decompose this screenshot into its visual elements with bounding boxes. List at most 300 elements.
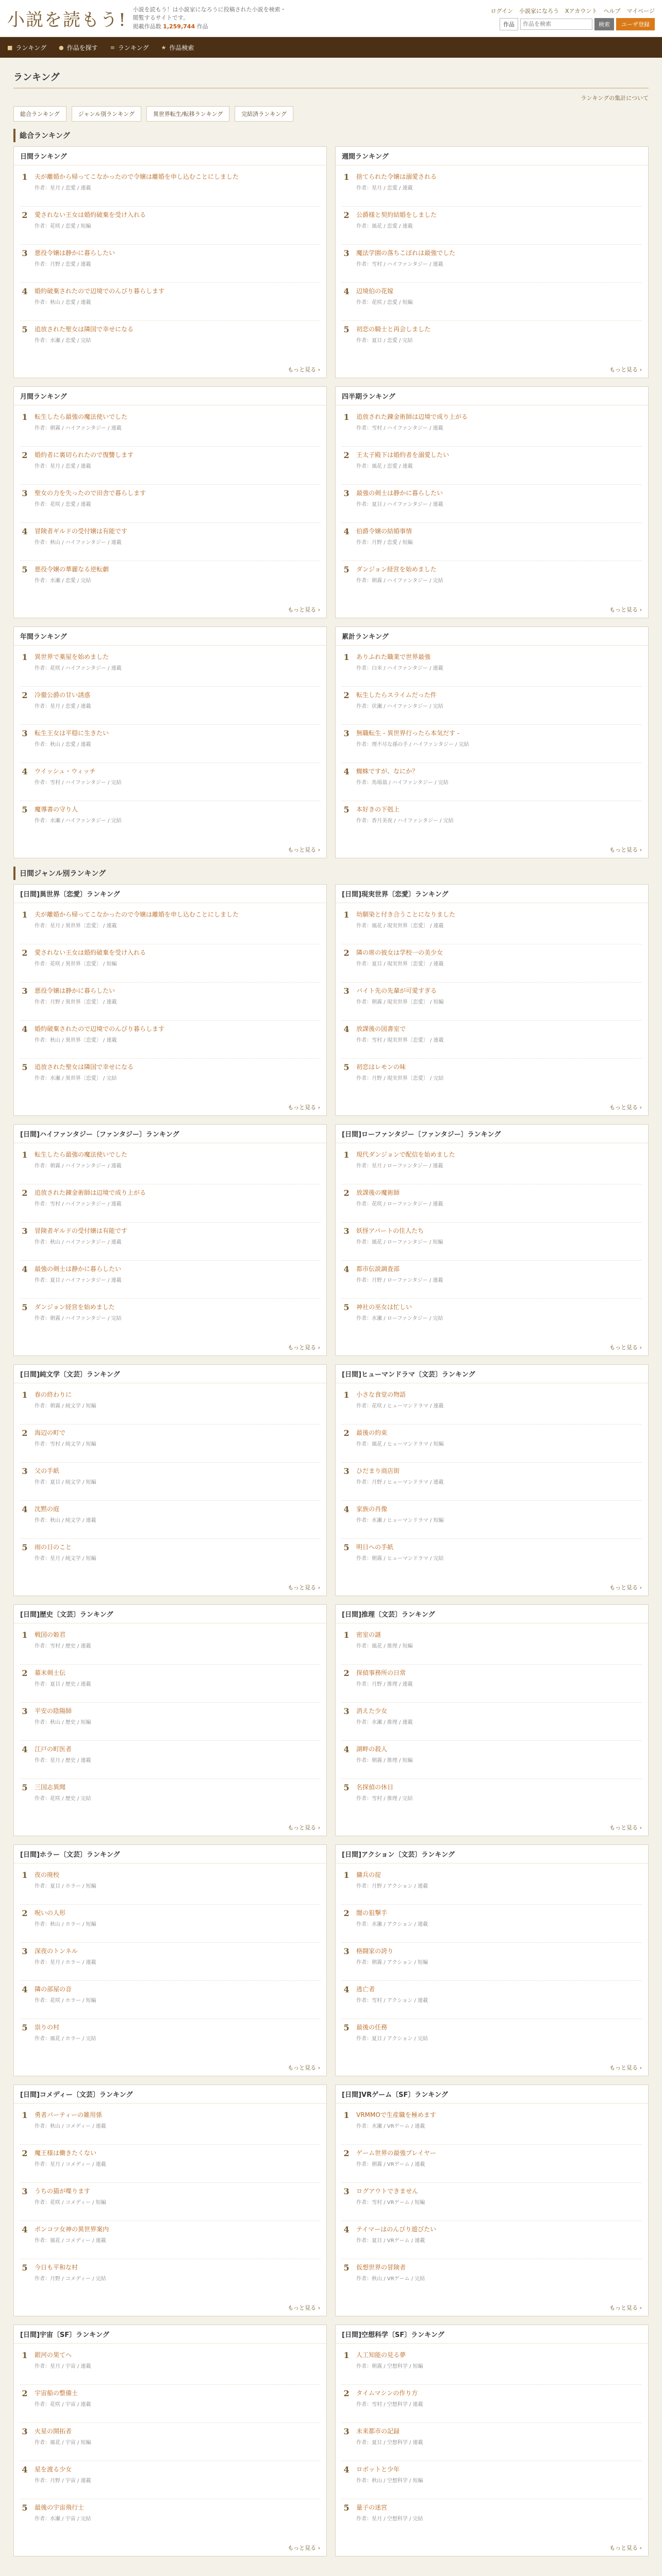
work-title-link[interactable]: VRMMOで生産職を極めます [356, 2111, 436, 2119]
work-title-link[interactable]: 名探偵の休日 [356, 1784, 394, 1791]
work-title-link[interactable]: 愛されない王女は婚約破棄を受け入れる [35, 211, 146, 218]
work-title-link[interactable]: ありふれた職業で世界最強 [356, 653, 431, 660]
work-author[interactable]: 作者：風花 [356, 1442, 382, 1447]
rank-number: 1 [343, 1870, 350, 1880]
work-title-link[interactable]: 辺境伯の花嫁 [356, 287, 394, 295]
more-link[interactable]: もっと見る › [609, 1824, 642, 1831]
work-title-link[interactable]: 雨の日のこと [35, 1544, 72, 1551]
work-author[interactable]: 作者：夏目 [35, 1278, 60, 1283]
work-author[interactable]: 作者：花咲 [35, 2200, 60, 2206]
work-genre: 空想科学 [387, 2516, 408, 2522]
rank-number: 1 [22, 652, 28, 662]
nav-item[interactable] [59, 43, 98, 52]
work-title-link[interactable]: 仮想世界の冒険者 [356, 2264, 406, 2271]
work-title-link[interactable]: 今日も平和な村 [35, 2264, 78, 2271]
work-author[interactable]: 作者：月野 [356, 1884, 382, 1889]
work-title-link[interactable]: 量子の迷宮 [356, 2504, 388, 2511]
meta-separator: / [101, 923, 107, 929]
more-link[interactable]: もっと見る › [288, 1824, 320, 1831]
work-title-link[interactable]: 婚約者に裏切られたので復讐します [35, 451, 134, 459]
header-link[interactable]: ログイン [490, 7, 513, 14]
work-title-link[interactable]: 魔王様は働きたくない [35, 2149, 97, 2157]
work-author[interactable]: 作者：花咲 [35, 666, 60, 671]
meta-separator: / [409, 2276, 415, 2282]
work-title-link[interactable]: 銀河の果てへ [35, 2351, 72, 2359]
rank-number: 3 [343, 248, 350, 258]
work-status: 連載 [417, 1998, 428, 2004]
work-title-link[interactable]: 本好きの下剋上 [356, 806, 400, 813]
work-author[interactable]: 作者：花咲 [356, 1403, 382, 1409]
work-author[interactable]: 作者：星月 [35, 2162, 60, 2167]
work-status: 短編 [86, 1442, 96, 1447]
work-author[interactable]: 作者：夏目 [35, 1884, 60, 1889]
work-author[interactable]: 作者：朝霧 [35, 1403, 60, 1409]
meta-separator: / [428, 1038, 434, 1043]
meta-separator: / [80, 1556, 86, 1562]
work-author[interactable]: 作者：朝霧 [356, 1758, 382, 1764]
ranking-tab[interactable]: ジャンル別ランキング [72, 106, 141, 122]
work-title-link[interactable]: 闇の狙撃手 [356, 1909, 388, 1917]
search-input[interactable] [520, 19, 592, 30]
ranking-item [20, 447, 320, 485]
work-title-link[interactable]: ダンジョン経営を始めました [35, 1303, 115, 1311]
work-author[interactable]: 作者：風花 [35, 2238, 60, 2244]
header-link[interactable]: マイページ [626, 7, 655, 14]
more-link[interactable]: もっと見る › [609, 2064, 642, 2071]
work-author[interactable]: 作者：雪村 [35, 1201, 60, 1207]
work-author[interactable]: 作者：水瀬 [35, 338, 60, 344]
more-link[interactable]: もっと見る › [609, 1344, 642, 1351]
work-title-link[interactable]: 宇宙船の整備士 [35, 2389, 78, 2397]
work-title-link[interactable]: 最強の剣士は静かに暮らしたい [35, 1265, 122, 1273]
work-status: 完結 [106, 1076, 117, 1081]
more-link[interactable]: もっと見る › [288, 846, 320, 853]
more-link[interactable]: もっと見る › [288, 366, 320, 373]
work-author[interactable]: 作者：雪村 [356, 2402, 382, 2408]
rank-number: 4 [343, 527, 350, 536]
meta-separator: / [106, 1163, 111, 1169]
rank-number: 3 [22, 728, 28, 738]
work-author[interactable]: 作者：花咲 [356, 1201, 382, 1207]
ranking-item [342, 801, 642, 839]
work-author[interactable]: 作者：朝霧 [356, 1556, 382, 1562]
work-title-link[interactable]: 追放された錬金術師は辺境で成り上がる [356, 413, 468, 420]
work-title-link[interactable]: 捨てられた令嬢は溺愛される [356, 173, 437, 180]
work-title-link[interactable]: 未来都市の記録 [356, 2428, 400, 2435]
work-author[interactable]: 作者：花咲 [35, 502, 60, 507]
meta-separator: / [407, 2402, 413, 2408]
work-author[interactable]: 作者：花咲 [35, 961, 60, 967]
work-author[interactable]: 作者：夏目 [35, 1480, 60, 1485]
work-title-link[interactable]: 悪役令嬢は静かに暮らしたい [35, 987, 115, 994]
work-title-link[interactable]: 異世界で薬屋を始めました [35, 653, 109, 660]
work-title-link[interactable]: ポンコツ女神の異世界案内 [35, 2226, 109, 2233]
meta-separator: / [60, 1682, 65, 1687]
work-title-link[interactable]: 愛されない王女は婚約破棄を受け入れる [35, 949, 146, 956]
work-author[interactable]: 作者：風花 [356, 224, 382, 229]
work-author[interactable]: 作者：星月 [35, 1556, 60, 1562]
header-link[interactable]: 小説家になろう [519, 7, 559, 14]
work-author[interactable]: 作者：月野 [356, 1480, 382, 1485]
work-status: 短編 [86, 1884, 96, 1889]
work-title-link[interactable]: 放課後の図書室で [356, 1025, 406, 1032]
work-author[interactable]: 作者：秋山 [35, 2124, 60, 2129]
work-author[interactable]: 作者：朝霧 [35, 1316, 60, 1321]
work-author[interactable]: 作者：秋山 [35, 540, 60, 546]
more-link[interactable]: もっと見る › [609, 366, 642, 373]
work-title-link[interactable]: 父の手紙 [35, 1467, 60, 1475]
more-link[interactable]: もっと見る › [288, 1584, 320, 1591]
work-author[interactable]: 作者：水瀬 [356, 1518, 382, 1523]
work-author[interactable]: 作者：雪村 [356, 1796, 382, 1802]
work-author[interactable]: 作者：秋山 [35, 300, 60, 306]
work-author[interactable]: 作者：秋山 [35, 1720, 60, 1725]
work-title-link[interactable]: 蜘蛛ですが、なにか？ [356, 768, 419, 775]
work-author[interactable]: 作者：花咲 [356, 300, 382, 306]
meta-separator: / [397, 185, 403, 191]
work-title-link[interactable]: 無職転生 - 異世界行ったら本気だす - [356, 730, 460, 737]
rank-number: 5 [343, 2503, 350, 2513]
work-title-link[interactable]: 伯爵令嬢の結婚事情 [356, 528, 412, 535]
meta-separator: / [101, 999, 107, 1005]
work-author[interactable]: 作者：風花 [356, 1240, 382, 1245]
work-title-link[interactable]: 婚約破棄されたので辺境でのんびり暮らします [35, 287, 165, 295]
more-link[interactable]: もっと見る › [609, 2545, 642, 2551]
header-link[interactable]: Xアカウント [565, 7, 598, 14]
work-author[interactable]: 作者：月野 [356, 540, 382, 546]
meta-separator: / [90, 2200, 96, 2206]
work-title-link[interactable]: 放課後の魔術師 [356, 1189, 400, 1196]
work-title-link[interactable]: 追放された聖女は隣国で幸せになる [35, 1063, 134, 1071]
work-title-link[interactable]: 消えた少女 [356, 1707, 388, 1715]
nav-item[interactable] [7, 43, 46, 52]
search-button[interactable]: 検索 [594, 18, 614, 30]
work-author[interactable]: 作者：風花 [35, 2036, 60, 2042]
meta-separator: / [106, 780, 111, 786]
work-title-link[interactable]: 深夜のトンネル [35, 1947, 78, 1955]
rank-number: 2 [343, 1188, 350, 1198]
work-author[interactable]: 作者：風花 [356, 464, 382, 469]
meta-separator: / [382, 2238, 387, 2244]
header-link[interactable]: ヘルプ [603, 7, 621, 14]
work-title-link[interactable]: 冒険者ギルドの受付嬢は有能です [35, 528, 127, 535]
work-author[interactable]: 作者：花咲 [35, 1796, 60, 1802]
work-title-link[interactable]: 都市伝説調査部 [356, 1265, 400, 1273]
work-author[interactable]: 作者：花咲 [35, 224, 60, 229]
work-author[interactable]: 作者：香月美夜 [356, 818, 392, 824]
work-title-link[interactable]: ウイッシュ・ウィッチ [35, 768, 96, 775]
work-title-link[interactable]: ログアウトできません [356, 2188, 419, 2195]
work-author[interactable]: 作者：花咲 [35, 1998, 60, 2004]
work-genre: ローファンタジー [387, 1278, 428, 1283]
work-genre: 推理 [387, 1758, 398, 1764]
work-author[interactable]: 作者：月野 [35, 2276, 60, 2282]
work-author[interactable]: 作者：雪村 [35, 1442, 60, 1447]
ranking-item-body [356, 2503, 642, 2534]
work-author[interactable]: 作者：月野 [356, 1076, 382, 1081]
work-title-link[interactable]: バイト先の先輩が可愛すぎる [356, 987, 437, 994]
work-title-link[interactable]: 湖畔の殺人 [356, 1745, 388, 1753]
rank-number: 5 [343, 1543, 350, 1552]
ranking-item-body [356, 1150, 642, 1180]
work-title-link[interactable]: 隣の部屋の音 [35, 1986, 72, 1993]
work-title-link[interactable]: ダンジョン経営を始めました [356, 566, 437, 573]
work-author[interactable]: 作者：星月 [356, 2516, 382, 2522]
rank-number: 5 [343, 1302, 350, 1312]
work-author[interactable]: 作者：秋山 [356, 2276, 382, 2282]
ranking-item-body [35, 450, 320, 481]
work-author[interactable]: 作者：花咲 [35, 2402, 60, 2408]
work-title-link[interactable]: 神社の巫女は忙しい [356, 1303, 412, 1311]
work-author[interactable]: 作者：夏目 [356, 961, 382, 967]
ranking-item-body [356, 1630, 642, 1660]
rank-number: 2 [22, 1668, 28, 1678]
work-author[interactable]: 作者：月野 [356, 1682, 382, 1687]
work-author[interactable]: 作者：星月 [35, 1960, 60, 1965]
work-author[interactable]: 作者：星月 [356, 185, 382, 191]
more-link[interactable]: もっと見る › [609, 1584, 642, 1591]
work-author[interactable]: 作者：風花 [356, 1643, 382, 1649]
work-author[interactable]: 作者：月野 [35, 999, 60, 1005]
work-title-link[interactable]: ひだまり商店街 [356, 1467, 400, 1475]
work-title-link[interactable]: 悪役令嬢の華麗なる逆転劇 [35, 566, 109, 573]
work-title-link[interactable]: 沈黙の庭 [35, 1505, 60, 1513]
more-link[interactable]: もっと見る › [609, 846, 642, 853]
work-title-link[interactable]: 魔導書の守り人 [35, 806, 78, 813]
ranking-info-link[interactable]: ランキングの集計について [581, 95, 649, 101]
work-title-link[interactable]: 追放された錬金術師は辺境で成り上がる [35, 1189, 146, 1196]
work-author[interactable]: 作者：水瀬 [35, 2516, 60, 2522]
work-title-link[interactable]: 江戸の町医者 [35, 1745, 72, 1753]
ranking-item-body [356, 1783, 642, 1814]
more-link[interactable]: もっと見る › [609, 2304, 642, 2311]
work-title-link[interactable]: 魔法学園の落ちこぼれは最強でした [356, 249, 456, 257]
more-link[interactable]: もっと見る › [609, 1104, 642, 1111]
work-title-link[interactable]: 最後の約束 [356, 1429, 388, 1436]
meta-separator: / [106, 666, 111, 671]
work-author[interactable]: 作者：水瀬 [356, 1316, 382, 1321]
work-title-link[interactable]: 夫が離婚から帰ってこなかったので令嬢は離婚を申し込むことにしました [35, 911, 239, 918]
work-author[interactable]: 作者：雪村 [356, 262, 382, 267]
work-title-link[interactable]: 幕末剣士伝 [35, 1669, 66, 1676]
work-author[interactable]: 作者：月野 [35, 262, 60, 267]
work-title-link[interactable]: 隣の席の彼女は学校一の美少女 [356, 949, 443, 956]
work-author[interactable]: 作者：夏目 [356, 2238, 382, 2244]
work-author[interactable]: 作者：雪村 [356, 1038, 382, 1043]
work-author[interactable]: 作者：夏目 [356, 338, 382, 344]
work-title-link[interactable]: ロボットと少年 [356, 2466, 400, 2473]
work-author[interactable]: 作者：雪村 [35, 780, 60, 786]
work-author[interactable]: 作者：雪村 [356, 2200, 382, 2206]
work-title-link[interactable]: 明日への手紙 [356, 1544, 394, 1551]
work-author[interactable]: 作者：夏目 [356, 502, 382, 507]
work-title-link[interactable]: 逃亡者 [356, 1986, 375, 1993]
work-title-link[interactable]: 現代ダンジョンで配信を始めました [356, 1151, 455, 1158]
meta-separator: / [397, 464, 403, 469]
more-link[interactable]: もっと見る › [288, 1344, 320, 1351]
work-author[interactable]: 作者：朝霧 [35, 1163, 60, 1169]
work-title-link[interactable]: 傭兵の掟 [356, 1871, 382, 1878]
work-author[interactable]: 作者：星月 [35, 704, 60, 709]
more-link[interactable]: もっと見る › [288, 1104, 320, 1111]
work-author[interactable]: 作者：雪村 [35, 1643, 60, 1649]
work-status: 完結 [111, 1316, 122, 1321]
work-title-link[interactable]: 三国志異聞 [35, 1784, 66, 1791]
more-link[interactable]: もっと見る › [609, 606, 642, 613]
work-genre: コメディー [65, 2276, 91, 2282]
ranking-tab[interactable]: 総合ランキング [13, 106, 67, 122]
rank-number: 4 [343, 1264, 350, 1274]
work-title-link[interactable]: 聖女の力を失ったので田舎で暮らします [35, 489, 146, 497]
work-title-link[interactable]: 人工知能の見る夢 [356, 2351, 406, 2359]
work-title-link[interactable]: 妖怪アパートの住人たち [356, 1227, 424, 1234]
ranking-item-body [356, 2023, 642, 2054]
work-status: 連載 [412, 2440, 423, 2446]
work-author[interactable]: 作者：朝霧 [35, 426, 60, 431]
work-meta [356, 2438, 642, 2446]
work-author[interactable]: 作者：秋山 [35, 742, 60, 748]
work-title-link[interactable]: 海辺の町で [35, 1429, 66, 1436]
work-title-link[interactable]: 小さな食堂の物語 [356, 1391, 406, 1398]
meta-separator: / [75, 262, 81, 267]
work-title-link[interactable]: 転生王女は平穏に生きたい [35, 730, 109, 737]
ranking-tab[interactable]: 完結済ランキング [235, 106, 293, 122]
more-link[interactable]: もっと見る › [288, 2545, 320, 2551]
work-author[interactable]: 作者：雪村 [356, 1998, 382, 2004]
work-title-link[interactable]: 最後の宇宙飛行士 [35, 2504, 85, 2511]
work-author[interactable]: 作者：星月 [35, 464, 60, 469]
work-title-link[interactable]: 夜の廃校 [35, 1871, 60, 1878]
work-author[interactable]: 作者：月野 [35, 2478, 60, 2484]
work-title-link[interactable]: 星を渡る少女 [35, 2466, 72, 2473]
work-author[interactable]: 作者：朝霧 [356, 2364, 382, 2369]
work-title-link[interactable]: 勇者パーティーの雑用係 [35, 2111, 103, 2119]
work-title-link[interactable]: 平安の陰陽師 [35, 1707, 72, 1715]
work-author[interactable]: 作者：水瀬 [35, 1076, 60, 1081]
work-meta [356, 1401, 642, 1409]
work-title-link[interactable]: 公爵様と契約結婚をしました [356, 211, 437, 218]
work-author[interactable]: 作者：白米 [356, 666, 382, 671]
work-title-link[interactable]: タイムマシンの作り方 [356, 2389, 418, 2397]
work-author[interactable]: 作者：理不尽な孫の手 [356, 742, 408, 748]
work-title-link[interactable]: 春の終わりに [35, 1391, 72, 1398]
work-title-link[interactable]: 家族の肖像 [356, 1505, 388, 1513]
more-link[interactable]: もっと見る › [288, 606, 320, 613]
work-title-link[interactable]: 婚約破棄されたので辺境でのんびり暮らします [35, 1025, 165, 1032]
work-title-link[interactable]: 戦国の姫君 [35, 1631, 66, 1638]
rank-number: 3 [343, 2187, 350, 2196]
ranking-item-body [356, 1226, 642, 1257]
work-author[interactable]: 作者：風花 [35, 2440, 60, 2446]
work-author[interactable]: 作者：朝霧 [356, 2162, 382, 2167]
search-category-select[interactable]: 作品 [500, 18, 518, 30]
work-author[interactable]: 作者：水瀬 [356, 1720, 382, 1725]
work-title-link[interactable]: 転生したら最強の魔法使いでした [35, 1151, 128, 1158]
work-title-link[interactable]: 幼馴染と付き合うことになりました [356, 911, 456, 918]
nav-item[interactable] [161, 43, 194, 52]
work-title-link[interactable]: 転生したらスライムだった件 [356, 691, 437, 699]
work-author[interactable]: 作者：星月 [35, 185, 60, 191]
site-logo[interactable]: 小説を読もう! [7, 10, 127, 30]
work-author[interactable]: 作者：朝霧 [356, 1960, 382, 1965]
work-author[interactable]: 作者：馬場翁 [356, 780, 387, 786]
work-title-link[interactable]: 密室の謎 [356, 1631, 382, 1638]
work-author[interactable]: 作者：月野 [356, 1278, 382, 1283]
rank-number: 4 [22, 1504, 28, 1514]
ranking-tab[interactable]: 異世界転生/転移ランキング [146, 106, 229, 122]
work-author[interactable]: 作者：夏目 [356, 2440, 382, 2446]
work-author[interactable]: 作者：秋山 [35, 1240, 60, 1245]
work-author[interactable]: 作者：伏瀬 [356, 704, 382, 709]
work-author[interactable]: 作者：夏目 [35, 1682, 60, 1687]
work-author[interactable]: 作者：水瀬 [356, 1922, 382, 1927]
work-author[interactable]: 作者：朝霧 [356, 578, 382, 584]
work-status: 完結 [80, 2516, 91, 2522]
work-author[interactable]: 作者：星月 [35, 2364, 60, 2369]
work-title-link[interactable]: 格闘家の誇り [356, 1947, 394, 1955]
work-title-link[interactable]: 冒険者ギルドの受付嬢は有能です [35, 1227, 127, 1234]
work-title-link[interactable]: 火星の開拓者 [35, 2428, 72, 2435]
nav-item[interactable] [110, 43, 149, 52]
work-author[interactable]: 作者：水瀬 [35, 578, 60, 584]
work-title-link[interactable]: 呪いの人形 [35, 1909, 66, 1917]
meta-separator: / [427, 1201, 433, 1207]
work-title-link[interactable]: ゲーム世界の最強プレイヤー [356, 2149, 436, 2157]
rank-number: 4 [343, 286, 350, 296]
work-title-link[interactable]: 探偵事務所の日常 [356, 1669, 406, 1676]
work-author[interactable]: 作者：夏目 [356, 2036, 382, 2042]
work-author[interactable]: 作者：水瀬 [35, 818, 60, 824]
work-title-link[interactable]: 王太子殿下は婚約者を溺愛したい [356, 451, 450, 459]
work-author[interactable]: 作者：朝霧 [356, 999, 382, 1005]
work-author[interactable]: 作者：星月 [35, 923, 60, 929]
work-author[interactable]: 作者：水瀬 [356, 2124, 382, 2129]
ranking-item-body [35, 1543, 320, 1573]
work-title-link[interactable]: 悪役令嬢は静かに暮らしたい [35, 249, 115, 257]
ranking-item [342, 409, 642, 447]
work-genre: VRゲーム [387, 2124, 410, 2129]
work-author[interactable]: 作者：秋山 [356, 2478, 382, 2484]
work-author[interactable]: 作者：秋山 [35, 1038, 60, 1043]
work-author[interactable]: 作者：雪村 [356, 426, 382, 431]
work-author[interactable]: 作者：風花 [356, 923, 382, 929]
work-genre: 恋愛 [65, 578, 76, 584]
work-author[interactable]: 作者：星月 [35, 1758, 60, 1764]
work-title-link[interactable]: テイマーはのんびり遊びたい [356, 2226, 437, 2233]
work-title-link[interactable]: 転生したら最強の魔法使いでした [35, 413, 128, 420]
user-register-button[interactable]: ユーザ登録 [616, 18, 655, 30]
work-title-link[interactable]: 最後の任務 [356, 2024, 388, 2031]
work-title-link[interactable]: 夫が離婚から帰ってこなかったので令嬢は離婚を申し込むことにしました [35, 173, 239, 180]
work-title-link[interactable]: 最強の剣士は静かに暮らしたい [356, 489, 443, 497]
work-title-link[interactable]: 祟りの村 [35, 2024, 60, 2031]
ranking-item [342, 2385, 642, 2423]
work-title-link[interactable]: 冷徹公爵の甘い誘惑 [35, 691, 91, 699]
work-author[interactable]: 作者：星月 [356, 1163, 382, 1169]
more-link[interactable]: もっと見る › [288, 2064, 320, 2071]
meta-separator: / [60, 2402, 65, 2408]
work-title-link[interactable]: 初恋の騎士と再会しました [356, 326, 431, 333]
work-author[interactable]: 作者：秋山 [35, 1922, 60, 1927]
meta-separator: / [60, 1038, 65, 1043]
work-title-link[interactable]: 初恋はレモンの味 [356, 1063, 406, 1071]
ranking-item [342, 1059, 642, 1097]
work-genre: 異世界〔恋愛〕 [65, 1038, 102, 1043]
work-title-link[interactable]: 追放された聖女は隣国で幸せになる [35, 326, 134, 333]
work-title-link[interactable]: うちの猫が喋ります [35, 2188, 91, 2195]
work-author[interactable]: 作者：秋山 [35, 1518, 60, 1523]
more-link[interactable]: もっと見る › [288, 2304, 320, 2311]
